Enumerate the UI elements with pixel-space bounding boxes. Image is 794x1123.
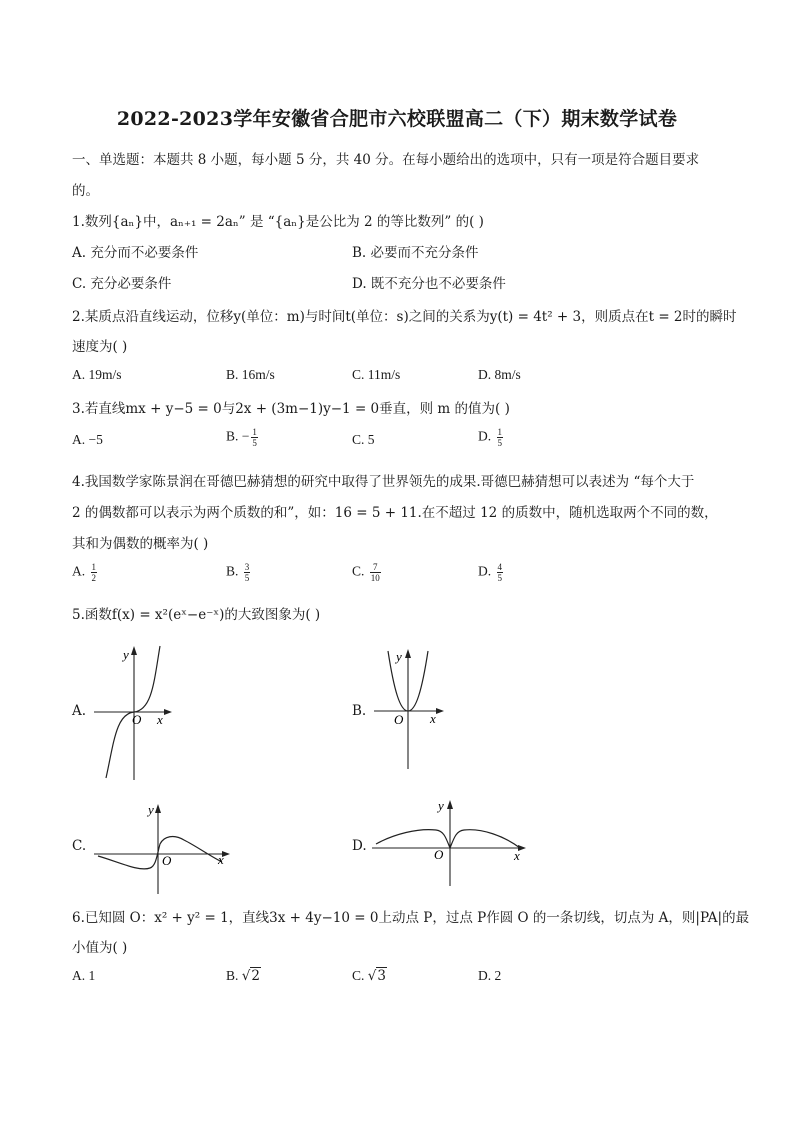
section-heading-line-1: 一、单选题：本题共 8 小题，每小题 5 分，共 40 分。在每小题给出的选项中，只有一项是符合题目要求 [72, 152, 700, 168]
q4-stem-line-2: 2 的偶数都可以表示为两个质数的和”，如：16 = 5 + 11.在不超过 12 的质数中，随机选取两个不同的数， [72, 505, 718, 521]
radicand: 2 [251, 968, 260, 984]
q3-option-c: C. 5 [352, 432, 375, 447]
x-axis-label: x [218, 852, 224, 867]
y-axis-label: y [438, 798, 444, 813]
q4-option-b-label: B. [226, 563, 242, 579]
q6-stem-line-1: 6.已知圆 O：x² + y² = 1，直线3x + 4y−10 = 0上动点 P，过点 P作圆 O 的一条切线，切点为 A，则|PA|的最 [72, 910, 750, 926]
x-axis-arrow-icon [164, 709, 172, 715]
fraction-numerator: 1 [91, 562, 96, 572]
q2-option-c: C. 11m/s [352, 367, 401, 382]
q4-stem-line-1: 4.我国数学家陈景润在哥德巴赫猜想的研究中取得了世界领先的成果.哥德巴赫猜想可以表述为 “每个大于 [72, 474, 695, 490]
origin-label: O [132, 712, 142, 727]
q5-graph-b [374, 645, 446, 771]
q4-option-a-fraction [91, 562, 98, 583]
q3-option-d [478, 427, 503, 448]
q6-option-b [226, 968, 261, 984]
q6-option-c-label: C. [352, 968, 368, 983]
fraction-numerator: 7 [370, 562, 381, 573]
x-axis-label: x [430, 711, 436, 726]
origin-label: O [394, 712, 404, 727]
radicand: 3 [377, 968, 386, 984]
curve [98, 837, 222, 869]
y-axis-label: y [123, 647, 129, 662]
q5-option-b-label: B. [352, 703, 367, 719]
sqrt-symbol: √2 [241, 968, 260, 984]
y-axis-label: y [148, 802, 154, 817]
q3-option-d-label: D. [478, 428, 495, 444]
fraction-numerator: 1 [497, 427, 502, 437]
q6-option-c [352, 968, 387, 984]
q1-option-b: B. 必要而不充分条件 [352, 245, 479, 261]
q4-option-c-fraction [370, 562, 381, 583]
x-axis-arrow-icon [436, 708, 444, 714]
q3-option-b-fraction [251, 427, 258, 448]
origin-label: O [162, 853, 172, 868]
q1-option-a: A. 充分而不必要条件 [72, 245, 199, 261]
exam-title: 2022-2023学年安徽省合肥市六校联盟高二（下）期末数学试卷 [116, 108, 678, 130]
q4-option-b-fraction [244, 562, 251, 583]
y-axis-arrow-icon [131, 646, 137, 655]
q4-option-d-label: D. [478, 563, 495, 579]
q5-stem: 5.函数f(x) = x²(eˣ−e⁻ˣ)的大致图象为( ) [72, 607, 321, 623]
origin-label: O [434, 847, 444, 862]
q3-option-b-label: B. − [226, 428, 250, 444]
fraction-numerator: 4 [497, 562, 502, 572]
q4-option-c [352, 562, 381, 583]
q6-option-a: A. 1 [72, 968, 96, 983]
fraction-numerator: 3 [244, 562, 250, 572]
q1-option-c: C. 充分必要条件 [72, 276, 172, 292]
fraction-numerator: 1 [252, 427, 257, 437]
fraction-denominator: 5 [244, 573, 250, 583]
fraction-denominator: 2 [91, 573, 96, 583]
y-axis-arrow-icon [447, 800, 453, 809]
q6-option-b-label: B. [226, 968, 242, 983]
q3-option-b [226, 427, 258, 448]
q4-stem-line-3: 其和为偶数的概率为( ) [72, 536, 209, 552]
y-axis-arrow-icon [155, 804, 161, 813]
q3-option-d-fraction [497, 427, 504, 448]
q5-graph-a [94, 642, 174, 782]
q4-option-c-label: C. [352, 563, 368, 579]
q6-option-d: D. 2 [478, 968, 502, 983]
x-axis-label: x [514, 848, 520, 863]
q4-option-d-fraction [497, 562, 504, 583]
q1-option-d: D. 既不充分也不必要条件 [352, 276, 506, 292]
q5-option-c-label: C. [72, 838, 87, 854]
fraction-denominator: 5 [497, 438, 502, 448]
q4-option-b [226, 562, 250, 583]
y-axis-arrow-icon [405, 649, 411, 658]
fraction-denominator: 10 [370, 573, 380, 583]
q2-stem-line-2: 速度为( ) [72, 339, 128, 355]
section-heading-line-2: 的。 [72, 183, 99, 199]
q5-option-d-label: D. [352, 838, 367, 854]
q6-stem-line-2: 小值为( ) [72, 940, 128, 956]
q2-option-b: B. 16m/s [226, 367, 275, 382]
q3-option-a: A. −5 [72, 432, 103, 447]
fraction-denominator: 5 [497, 573, 502, 583]
q4-option-d [478, 562, 503, 583]
q4-option-a-label: A. [72, 563, 89, 579]
q2-stem-line-1: 2.某质点沿直线运动，位移y(单位：m)与时间t(单位：s)之间的关系为y(t) = 4t² + 3，则质点在t = 2时的瞬时 [72, 309, 737, 325]
q5-graph-c [94, 800, 232, 896]
q1-stem: 1.数列{aₙ}中，aₙ₊₁ = 2aₙ” 是 “{aₙ}是公比为 2 的等比数列” 的( ) [72, 214, 484, 230]
y-axis-label: y [396, 649, 402, 664]
q3-stem: 3.若直线mx + y−5 = 0与2x + (3m−1)y−1 = 0垂直，则 m 的值为( ) [72, 401, 510, 417]
sqrt-symbol: √3 [367, 968, 386, 984]
x-axis-label: x [157, 712, 163, 727]
q5-option-a-label: A. [72, 703, 87, 719]
q2-option-d: D. 8m/s [478, 367, 521, 382]
q5-graph-d [372, 796, 528, 888]
q4-option-a [72, 562, 97, 583]
q2-option-a: A. 19m/s [72, 367, 122, 382]
fraction-denominator: 5 [252, 438, 257, 448]
curve [376, 830, 520, 848]
